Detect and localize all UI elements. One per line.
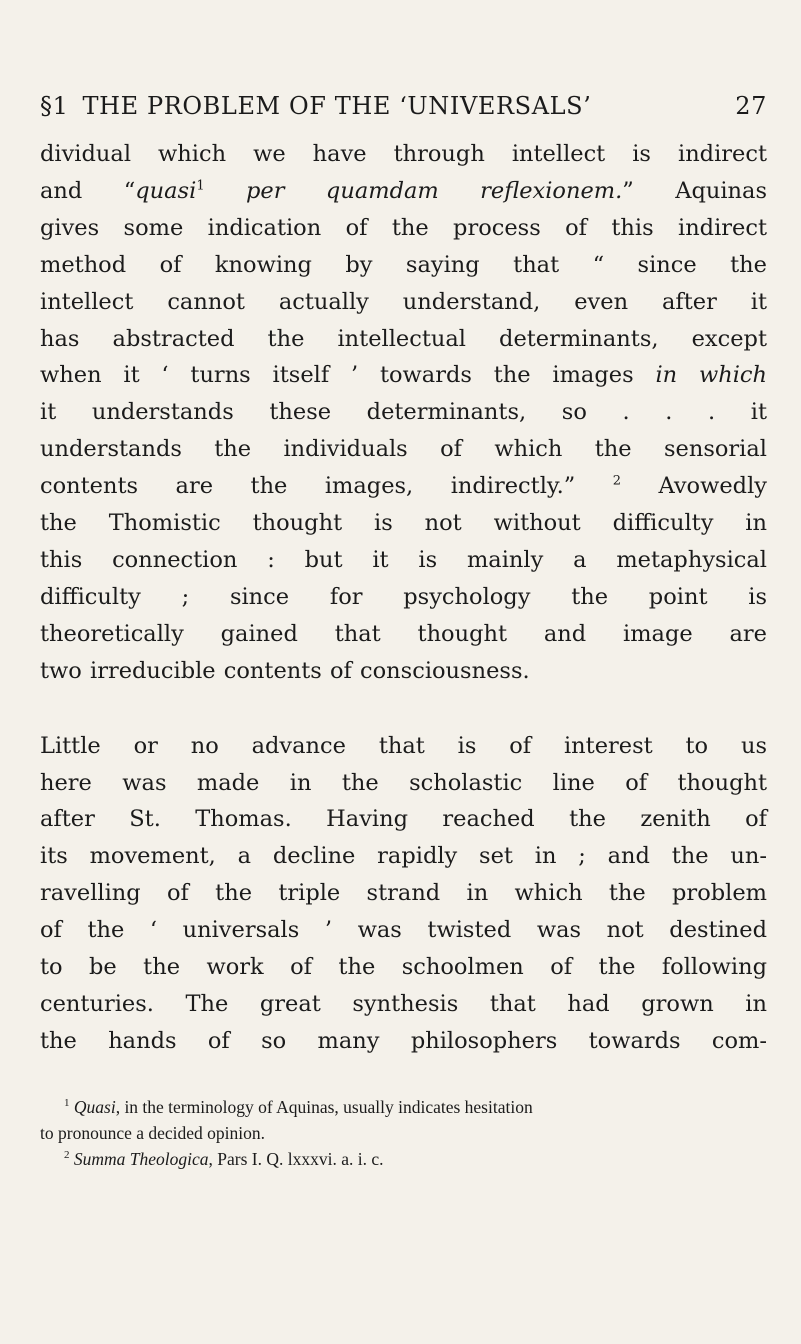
footnote-2-work: Summa Theologica [73,1148,209,1169]
text-line: after St. Thomas. Having reached the zenith of [40,806,767,833]
page-number: 27 [735,92,767,120]
text-line: intellect cannot actually understand, even after it [40,288,767,315]
text-line: this connection : but it is mainly a metaphysical [40,546,767,573]
text-line: when it ‘ turns itself ’ towards the images in which [40,362,767,389]
text-line: its movement, a decline rapidly set in ; and the un- [40,843,767,870]
text-line: and “quasi$^1$ per quamdam reflexionem.” Aquinas [40,177,767,204]
section-mark: §1 [40,92,69,120]
body-text [40,136,767,1060]
text-line: the Thomistic thought is not without difficulty in [40,510,767,537]
footnote-ref-2[interactable]: 2 [612,473,622,489]
footnote-1-number: 1 [64,1096,70,1109]
footnote-1: $^1$ Quasi, in the terminology of Aquinas, usually indicates hesitation [64,1096,533,1117]
latin-phrase: per quamdam reflexionem. [204,177,623,204]
emphasis: in which [655,362,767,389]
book-page [40,92,767,1172]
text-line: to be the work of the schoolmen of the following [40,954,767,981]
text-line: method of knowing by saying that “ since the [40,251,767,278]
paragraph-2 [40,728,767,1060]
text-line: dividual which we have through intellect is indirect [40,141,767,167]
paragraph-gap [40,690,767,728]
text-line: it understands these determinants, so . . . it [40,399,767,426]
footnotes [40,1094,767,1172]
footnote-2: $^2$ Summa Theologica, Pars I. Q. lxxxvi. a. i. c. [64,1148,384,1169]
footnote-2-number: 2 [64,1148,70,1161]
text-line: two irreducible contents of consciousness. [40,657,530,684]
text-line: centuries. The great synthesis that had grown in [40,990,767,1017]
text-line: theoretically gained that thought and image are [40,620,767,647]
text-line: difficulty ; since for psychology the point is [40,583,767,610]
footnote-1-term: Quasi [73,1096,116,1117]
text-line: of the ‘ universals ’ was twisted was not destined [40,917,767,944]
running-title: THE PROBLEM OF THE ‘UNIVERSALS’ [82,92,592,120]
text-line: the hands of so many philosophers towards com- [40,1027,767,1054]
text-line: Little or no advance that is of interest to us [40,732,767,759]
running-head [40,92,767,132]
text-line: here was made in the scholastic line of thought [40,769,767,796]
text-line: understands the individuals of which the sensorial [40,436,767,463]
footnote-ref-1[interactable]: 1 [196,178,205,194]
text-line: gives some indication of the process of this indirect [40,214,767,241]
text-line: has abstracted the intellectual determinants, except [40,325,767,352]
paragraph-1 [40,136,767,690]
footnote-1-continuation: to pronounce a decided opinion. [40,1122,266,1143]
latin-term: quasi [135,177,197,204]
text-line: contents are the images, indirectly.” $^2$ Avowedly [40,473,767,500]
text-line: ravelling of the triple strand in which the problem [40,880,767,907]
